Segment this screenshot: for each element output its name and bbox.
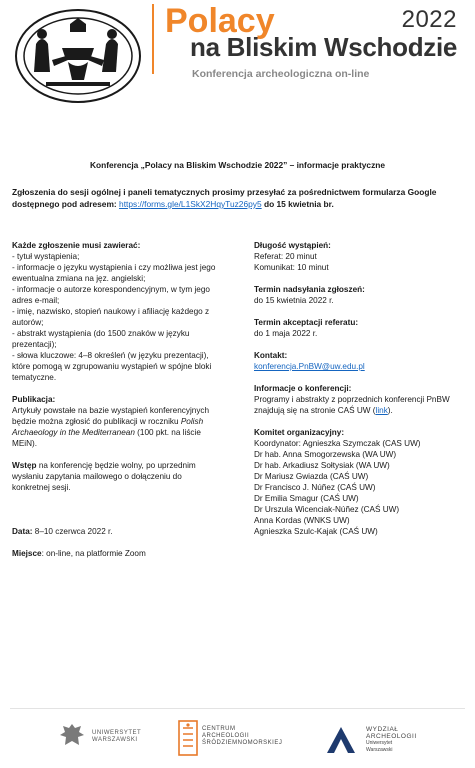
header-divider	[152, 4, 154, 74]
form-link[interactable]: https://forms.gle/L1SkX2HqyTuz26py5	[119, 199, 262, 209]
requirement-item: - informacje o języku wystąpienia i czy możliwa jest jego ewentualna zmiana na jęz. angielski;	[12, 263, 216, 283]
intro-paragraph	[12, 186, 452, 210]
journal-title: Polish Archaeology in the Mediterranean	[12, 417, 204, 437]
conference-title-line1: Polacy	[165, 2, 275, 40]
accept-heading: Termin akceptacji referatu:	[254, 318, 359, 327]
length-heading: Długość wystąpień:	[254, 241, 331, 250]
uw-eagle-icon	[58, 722, 86, 752]
wa-a-letter-icon	[326, 726, 356, 754]
conference-logo-image	[6, 4, 150, 108]
committee-member: Agnieszka Szulc-Kajak (CAŚ UW)	[254, 527, 378, 536]
deadline-heading: Termin nadsyłania zgłoszeń:	[254, 285, 365, 294]
deadline-value: do 15 kwietnia 2022 r.	[254, 296, 334, 305]
committee-member: Koordynator: Agnieszka Szymczak (CAS UW)	[254, 439, 421, 448]
place-line: Miejsce: on-line, na platformie Zoom	[12, 549, 146, 558]
length-line: Komunikat: 10 minut	[254, 263, 329, 272]
requirement-item: - tytuł wystąpienia;	[12, 252, 80, 261]
requirement-item: - abstrakt wystąpienia (do 1500 znaków w języku prezentacji);	[12, 329, 190, 349]
intro-deadline-text: do 15 kwietnia br.	[261, 199, 334, 209]
conference-year: 2022	[401, 6, 457, 33]
committee-member: Dr Mariusz Gwiazda (CAŚ UW)	[254, 472, 369, 481]
uw-logo	[58, 722, 86, 757]
cas-logo-text: CENTRUM ARCHEOLOGII ŚRÓDZIEMNOMORSKIEJ	[202, 726, 283, 746]
requirement-item: - imię, nazwisko, stopień naukowy i afiliację każdego z autorów;	[12, 307, 210, 327]
info-link[interactable]: link	[375, 406, 388, 415]
requirement-item: - słowa kluczowe: 4–8 określeń (w języku prezentacji), które pomogą w zgrupowaniu wystąpień w spójne bloki tematyczne.	[12, 351, 212, 382]
publication-text: Artykuły powstałe na bazie wystąpień konferencyjnych będzie można zgłosić do publikacji w roczniku Polish Archaeology in the Mediterranean (100 pkt. na liście MEiN).	[12, 406, 210, 448]
conference-title-line2: na Bliskim Wschodzie	[190, 32, 458, 62]
requirements-heading: Każde zgłoszenie musi zawierać:	[12, 241, 141, 250]
requirements-list	[12, 251, 217, 383]
entry-text: Wstęp na konferencję będzie wolny, po uprzednim wysłaniu zapytania mailowego o dołączeniu do konkretnej sesji.	[12, 461, 196, 492]
requirement-item: - informacje o autorze korespondencyjnym, w tym jego adres e-mail;	[12, 285, 210, 305]
footer-divider	[10, 708, 465, 709]
conference-subtitle: Konferencja archeologiczna on-line	[192, 68, 370, 80]
committee-member: Anna Kordas (WNKS UW)	[254, 516, 350, 525]
publication-heading: Publikacja:	[12, 395, 56, 404]
accept-value: do 1 maja 2022 r.	[254, 329, 318, 338]
committee-member: Dr Emilia Smagur (CAŚ UW)	[254, 494, 359, 503]
contact-heading: Kontakt:	[254, 351, 288, 360]
committee-member: Dr hab. Arkadiusz Sołtysiak (WA UW)	[254, 461, 390, 470]
committee-member: Dr hab. Anna Smogorzewska (WA UW)	[254, 450, 397, 459]
cas-column-icon	[178, 720, 198, 756]
committee-member: Dr Urszula Wicenciak-Núñez (CAŚ UW)	[254, 505, 400, 514]
wa-logo	[326, 726, 356, 759]
intro-text: Zgłoszenia do sesji ogólnej i paneli tematycznych prosimy przesyłać za pośrednictwem formularza Google dostępnego pod adresem:	[12, 187, 437, 209]
left-column	[12, 240, 217, 559]
date-line: Data: 8–10 czerwca 2022 r.	[12, 527, 113, 536]
document-title: Konferencja „Polacy na Bliskim Wschodzie 2022” – informacje praktyczne	[89, 160, 386, 170]
cas-logo	[178, 720, 198, 761]
wa-logo-text: WYDZIAŁ ARCHEOLOGII Uniwersytet Warszawski	[366, 726, 417, 753]
info-text: Programy i abstrakty z poprzednich konferencji PnBW znajdują się na stronie CAŚ UW (link).	[254, 395, 450, 415]
committee-heading: Komitet organizacyjny:	[254, 428, 345, 437]
right-column	[254, 240, 462, 537]
committee-member: Dr Francisco J. Núñez (CAŚ UW)	[254, 483, 376, 492]
info-heading: Informacje o konferencji:	[254, 384, 352, 393]
contact-email-link[interactable]: konferencja.PnBW@uw.edu.pl	[254, 362, 365, 371]
length-line: Referat: 20 minut	[254, 252, 317, 261]
uw-logo-text: UNIWERSYTET WARSZAWSKI	[92, 730, 142, 743]
